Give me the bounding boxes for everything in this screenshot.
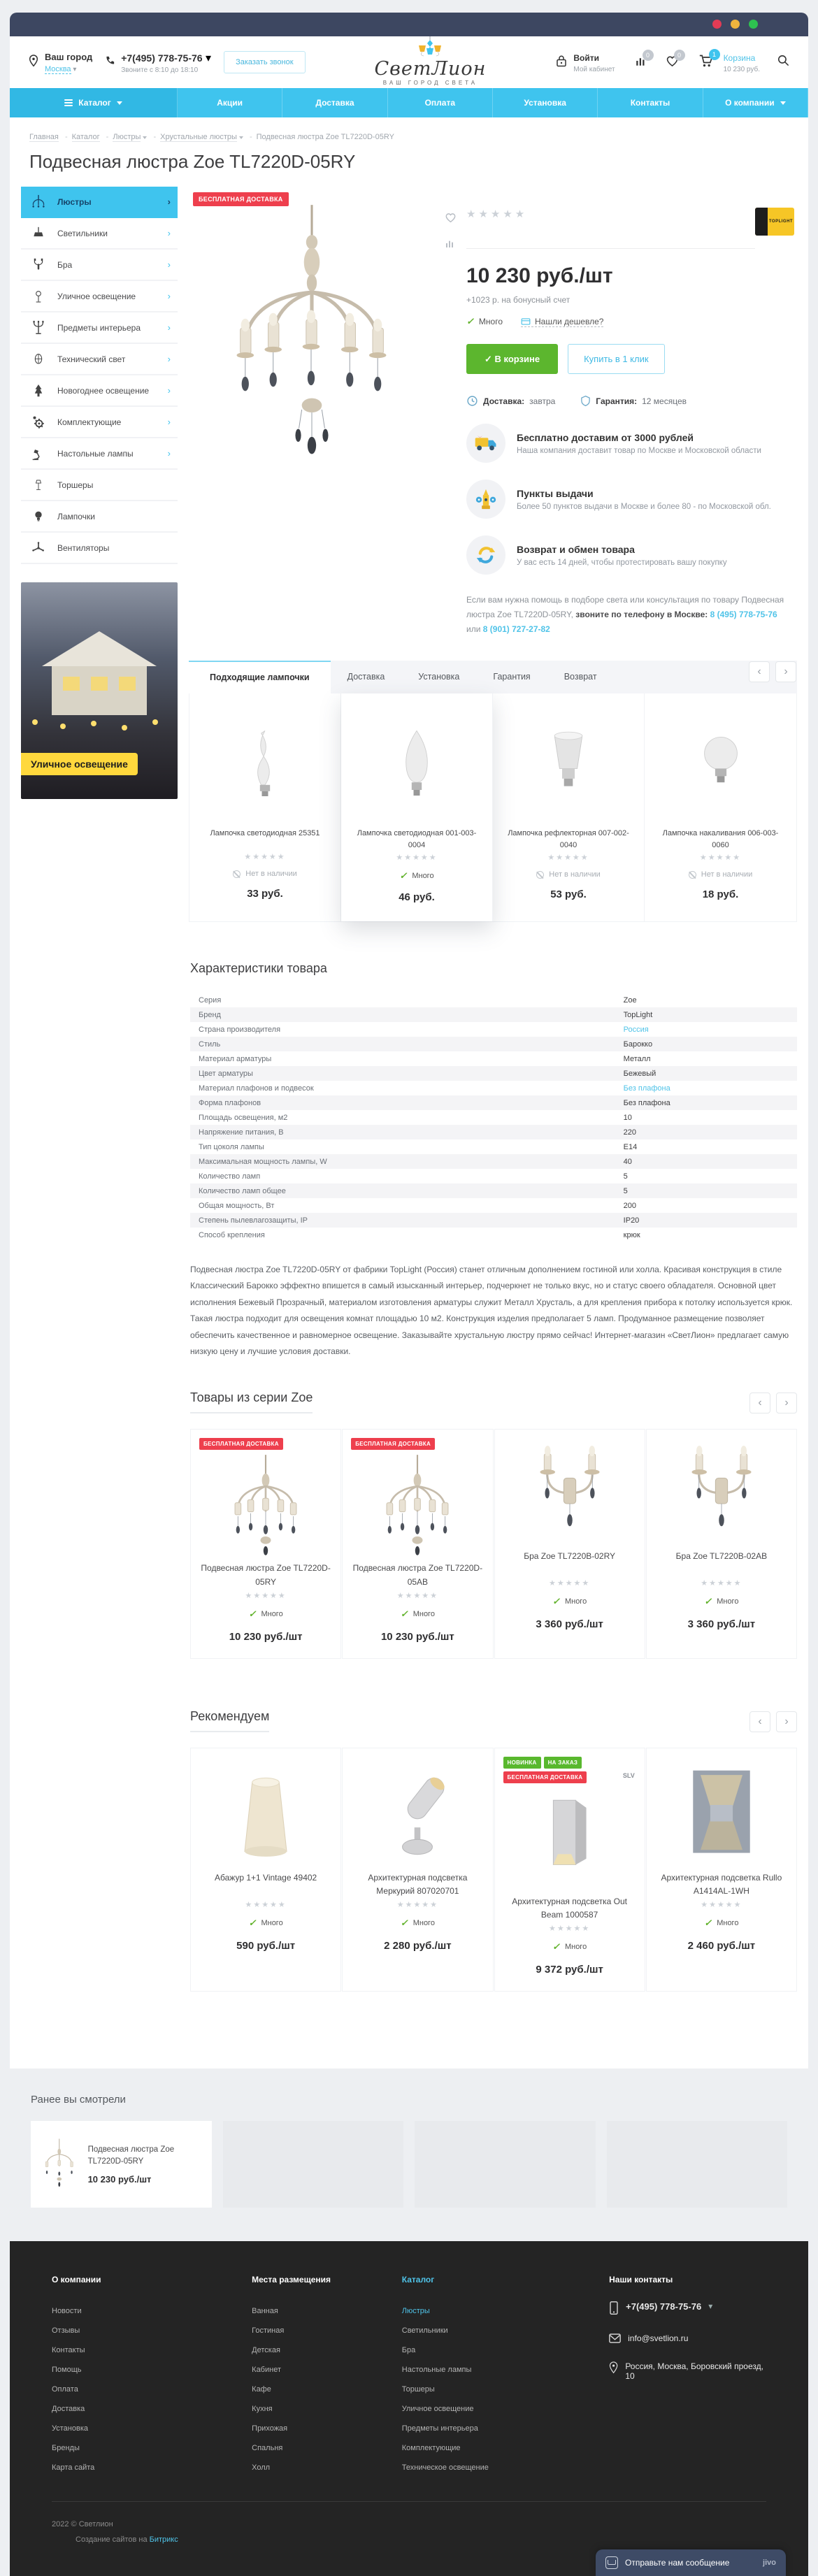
help-phone-2[interactable]: 8 (901) 727-27-82 bbox=[482, 624, 550, 634]
carousel-prev-button[interactable]: ‹ bbox=[749, 1711, 770, 1732]
footer-link[interactable]: Помощь bbox=[52, 2366, 82, 2375]
empty-slot bbox=[607, 2121, 788, 2208]
spotlight-icon bbox=[28, 352, 49, 367]
search-icon bbox=[777, 54, 790, 71]
sidebar-item-components[interactable]: Комплектующие › bbox=[21, 407, 178, 438]
gear-icon bbox=[28, 415, 49, 430]
bulb-name: Лампочка накаливания 006-003-0060 bbox=[662, 829, 779, 849]
viewed-product-thumbnail bbox=[39, 2129, 80, 2199]
window-zoom-button[interactable] bbox=[749, 20, 758, 29]
product-card[interactable]: БЕСПЛАТНАЯ ДОСТАВКА Подвесная люстра Zoe TL7220D-05AB ✓ Много 10 230 руб./шт bbox=[342, 1429, 493, 1658]
sidebar-item-sconces[interactable]: Бра › bbox=[21, 250, 178, 281]
footer-link[interactable]: Бра bbox=[401, 2346, 416, 2355]
tab[interactable]: Подходящие лампочки bbox=[189, 661, 331, 693]
product-card-price: 590 руб./шт bbox=[236, 1939, 296, 1952]
spec-row: Площадь освещения, м2 10 bbox=[199, 1113, 632, 1122]
bitrix-link[interactable]: Битрикс bbox=[149, 2535, 178, 2545]
street-lighting-banner[interactable] bbox=[21, 582, 178, 799]
nav-item-label: Установка bbox=[524, 98, 566, 108]
favorite-icon[interactable] bbox=[445, 212, 457, 226]
spec-row: Количество ламп общее 5 bbox=[190, 1183, 797, 1198]
product-card-image bbox=[503, 1783, 636, 1895]
product-image[interactable] bbox=[189, 187, 435, 515]
clock-icon bbox=[466, 395, 478, 407]
footer-company-column: О компании Новости Отзывы Контакты Помощь Оплата Доставка Установка Бренды Карта сайта bbox=[52, 2275, 252, 2477]
series-title: Товары из серии Zoe bbox=[190, 1390, 313, 1413]
product-card[interactable] bbox=[646, 1748, 797, 1992]
cart-button[interactable] bbox=[698, 52, 760, 73]
in-cart-button[interactable]: ✓ В корзине bbox=[466, 344, 558, 374]
site-footer: О компании Новости Отзывы Контакты Помощь Оплата Доставка Установка Бренды Карта сайта Места размещения Ванная Гостиная Детская Кабинет Кафе Кухня Прихожая Спальня Холл Каталог Люстры Светильники Бра Настольные лампы Торшеры Уличное освещение Предметы интерьера Комплектующие Техническое освещение Наши контакты +7(495) 778-75-76 ▾ info@svetlion.ru Россия, Москва, Боровский проезд, 10 2022 © Светлион Создание сайтов на Битрикс Отправьте нам сообщение jivo bbox=[10, 2241, 808, 2576]
help-text: Если вам нужна помощь в подборе света или консультация по товару Подвесная люстра Zoe TL7220D-05RY, звоните по телефону в Москве: 8 (495) 778-75-76 или 8 (901) 727-27-82 bbox=[466, 595, 784, 634]
stock-status: ✓ Много bbox=[351, 870, 482, 882]
specs-section bbox=[10, 961, 808, 1360]
warranty-value: 12 месяцев bbox=[642, 396, 687, 406]
info-free-delivery: Бесплатно доставим от 3000 рублей Наша компания доставит товар по Москве и Московской области bbox=[466, 424, 794, 463]
product-card-image bbox=[503, 1438, 636, 1550]
product-card-name: Подвесная люстра Zoe TL7220D-05AB bbox=[352, 1563, 483, 1587]
nav-item[interactable] bbox=[703, 88, 808, 117]
banner-house-image bbox=[21, 610, 178, 736]
sidebar-item-newyear[interactable]: Новогоднее освещение › bbox=[21, 375, 178, 407]
search-button[interactable] bbox=[777, 54, 790, 71]
footer-link[interactable]: Отзывы bbox=[52, 2326, 80, 2336]
spec-row: Стиль Барокко bbox=[190, 1037, 797, 1051]
city-label: Ваш город bbox=[45, 52, 93, 62]
breadcrumb-item[interactable]: - Каталог bbox=[61, 133, 100, 141]
footer-link[interactable]: Ванная bbox=[252, 2307, 278, 2316]
product-card-image bbox=[655, 1760, 788, 1871]
info-pickup-points: Пункты выдачи Более 50 пунктов выдачи в Москве и более 80 - по Московской обл. bbox=[466, 480, 794, 519]
bulb-price: 33 руб. bbox=[247, 888, 283, 900]
spec-row: Цвет арматуры Бежевый bbox=[190, 1066, 797, 1081]
footer-link[interactable]: Установка bbox=[52, 2424, 88, 2433]
footer-catalog-column: Каталог Люстры Светильники Бра Настольные лампы Торшеры Уличное освещение Предметы интерьера Комплектующие Техническое освещение bbox=[402, 2275, 609, 2477]
free-shipping-badge: БЕСПЛАТНАЯ ДОСТАВКА bbox=[193, 192, 289, 206]
product-price: 10 230 руб./шт bbox=[466, 264, 613, 287]
city-selector[interactable]: Ваш город Москва ▾ bbox=[28, 51, 92, 73]
nav-item[interactable] bbox=[282, 88, 387, 117]
footer-link[interactable]: Кабинет bbox=[252, 2366, 281, 2375]
candelabra-icon bbox=[28, 320, 49, 336]
compare-count-badge: 0 bbox=[643, 50, 654, 61]
footer-link[interactable]: Карта сайта bbox=[52, 2463, 95, 2473]
sconce-icon bbox=[28, 258, 49, 272]
nav-item[interactable] bbox=[388, 88, 493, 117]
bulb-name: Лампочка светодиодная 25351 bbox=[210, 829, 320, 837]
phone-hours: Звоните с 8:10 до 18:10 bbox=[121, 66, 199, 74]
recommended-title: Рекомендуем bbox=[190, 1709, 269, 1732]
street-lamp-icon bbox=[28, 289, 49, 304]
delivery-value: завтра bbox=[529, 396, 556, 406]
login-sublabel: Мой кабинет bbox=[573, 65, 615, 73]
login-label: Войти bbox=[573, 52, 600, 63]
stock-status: ✓ Много bbox=[655, 1917, 788, 1929]
banner-label: Уличное освещение bbox=[21, 753, 138, 775]
wallet-icon bbox=[521, 317, 531, 326]
bulb-price: 53 руб. bbox=[550, 888, 587, 900]
phone-number[interactable]: +7(495) 778-75-76 bbox=[121, 52, 203, 64]
bulb-image bbox=[503, 709, 634, 821]
chevron-down-icon bbox=[239, 136, 243, 139]
footer-link[interactable]: Бренды bbox=[52, 2444, 80, 2453]
footer-link[interactable]: Комплектующие bbox=[401, 2444, 461, 2453]
compare-icon[interactable] bbox=[445, 238, 457, 252]
breadcrumb-item[interactable]: Главная bbox=[29, 133, 59, 141]
envelope-icon bbox=[609, 2333, 621, 2343]
logo-subtitle: ВАШ ГОРОД СВЕТА bbox=[382, 80, 478, 86]
sidebar-item-technical[interactable]: Технический свет › bbox=[21, 344, 178, 375]
spec-row: Страна производителя Россия bbox=[199, 1025, 649, 1034]
nav-item[interactable] bbox=[178, 88, 282, 117]
recommended-section bbox=[10, 1709, 808, 1992]
cart-label: Корзина bbox=[723, 52, 756, 63]
favorites-button[interactable] bbox=[666, 51, 682, 71]
footer-phone[interactable]: +7(495) 778-75-76 ▾ bbox=[609, 2301, 766, 2315]
viewed-product-card[interactable] bbox=[31, 2121, 212, 2208]
breadcrumb bbox=[10, 117, 808, 144]
footer-link[interactable]: Новости bbox=[52, 2307, 82, 2316]
breadcrumb-item[interactable]: - Люстры bbox=[102, 133, 148, 141]
empty-slot bbox=[223, 2121, 404, 2208]
location-pin-icon bbox=[28, 54, 39, 71]
product-card-image bbox=[199, 1450, 332, 1562]
product-chandelier-image bbox=[203, 201, 420, 501]
stock-status: ✓ Много bbox=[503, 1941, 636, 1952]
spec-row: Способ крепления крюк bbox=[199, 1230, 640, 1239]
footer-link[interactable]: Торшеры bbox=[401, 2385, 435, 2394]
footer-link[interactable]: Холл bbox=[252, 2463, 271, 2473]
bulb-image bbox=[351, 709, 482, 821]
product-card-name: Бра Zoe TL7220B-02AB bbox=[675, 1551, 768, 1562]
footer-places-column: Места размещения Ванная Гостиная Детская Кабинет Кафе Кухня Прихожая Спальня Холл bbox=[252, 2275, 402, 2477]
bulb-card[interactable] bbox=[493, 693, 645, 921]
product-card[interactable]: БЕСПЛАТНАЯ ДОСТАВКА Подвесная люстра Zoe TL7220D-05RY ✓ Много 10 230 руб./шт bbox=[190, 1429, 341, 1658]
tab[interactable]: Доставка bbox=[347, 672, 385, 682]
footer-link[interactable]: Прихожая bbox=[252, 2424, 288, 2433]
carousel-prev-button[interactable]: ‹ bbox=[749, 661, 770, 682]
spec-row: Материал арматуры Металл bbox=[199, 1054, 651, 1063]
product-card-name: Архитектурная подсветка Меркурий 807020701 bbox=[368, 1872, 468, 1896]
chandelier-icon bbox=[28, 194, 49, 210]
footer-link[interactable]: Предметы интерьера bbox=[401, 2424, 478, 2433]
product-card-price: 10 230 руб./шт bbox=[229, 1630, 303, 1643]
truck-icon bbox=[466, 424, 505, 463]
page-title: Подвесная люстра Zoe TL7220D-05RY bbox=[29, 151, 356, 172]
stock-status: Нет в наличии bbox=[199, 870, 331, 878]
spec-row: Тип цоколя лампы E14 bbox=[199, 1142, 638, 1151]
info-returns: Возврат и обмен товара У вас есть 14 дней, чтобы протестировать вашу покупку bbox=[466, 535, 794, 575]
nav-item[interactable] bbox=[10, 88, 178, 117]
breadcrumb-item[interactable]: - Хрустальные люстры bbox=[149, 133, 243, 141]
footer-link[interactable]: Техническое освещение bbox=[401, 2463, 489, 2473]
viewed-product-price: 10 230 руб./шт bbox=[87, 2174, 152, 2185]
footer-link[interactable]: Светильники bbox=[401, 2326, 448, 2336]
jivo-chat-button[interactable]: Отправьте нам сообщение jivo bbox=[596, 2549, 786, 2576]
sidebar-item-chandeliers[interactable]: Люстры › bbox=[21, 187, 178, 218]
stock-status: ✓ Много bbox=[199, 1609, 332, 1620]
spec-row: Напряжение питания, В 220 bbox=[190, 1125, 797, 1139]
stock-status: ✓ Много bbox=[351, 1609, 484, 1620]
chevron-down-icon bbox=[117, 101, 122, 105]
compare-button[interactable] bbox=[635, 51, 650, 71]
footer-email[interactable]: info@svetlion.ru bbox=[609, 2333, 766, 2343]
specs-title: Характеристики товара bbox=[190, 961, 327, 975]
stock-status: ✓ Много bbox=[655, 1596, 788, 1607]
recently-viewed-title: Ранее вы смотрели bbox=[31, 2094, 126, 2106]
sidebar-item-street[interactable]: Уличное освещение › bbox=[21, 281, 178, 312]
footer-link[interactable]: Кухня bbox=[252, 2405, 273, 2414]
nav-item-label: Доставка bbox=[315, 98, 354, 108]
product-card-price: 3 360 руб./шт bbox=[687, 1618, 756, 1631]
lock-icon bbox=[555, 54, 568, 71]
recently-viewed-section bbox=[10, 2068, 808, 2208]
burger-icon bbox=[64, 99, 73, 106]
spec-row: Форма плафонов Без плафона bbox=[190, 1095, 797, 1110]
spec-row: Общая мощность, Вт 200 bbox=[199, 1201, 637, 1210]
callback-button[interactable]: Заказать звонок bbox=[224, 51, 305, 73]
logo-title: СветЛион bbox=[374, 58, 487, 80]
tab[interactable]: Возврат bbox=[564, 672, 597, 682]
sidebar-item-bulbs[interactable]: Лампочки bbox=[21, 501, 178, 533]
catalog-sidebar bbox=[21, 187, 178, 922]
sidebar-item-floorlamps[interactable]: Торшеры bbox=[21, 470, 178, 501]
phone-icon bbox=[105, 55, 115, 69]
nav-item-label: Каталог bbox=[78, 98, 111, 108]
spec-row: Количество ламп 5 bbox=[199, 1172, 628, 1181]
nav-item-label: Контакты bbox=[630, 98, 670, 108]
stock-status: Нет в наличии bbox=[654, 870, 787, 879]
nav-item-label: Оплата bbox=[424, 98, 456, 108]
one-click-buy-button[interactable]: Купить в 1 клик bbox=[568, 344, 664, 374]
product-card[interactable] bbox=[190, 1748, 341, 1992]
product-card-name: Архитектурная подсветка Out Beam 1000587 bbox=[512, 1896, 627, 1920]
bulb-image bbox=[654, 709, 787, 821]
found-cheaper-link[interactable]: Нашли дешевле? bbox=[521, 317, 603, 327]
carousel-next-button[interactable]: › bbox=[775, 661, 796, 682]
stock-status: ✓ Много bbox=[503, 1596, 636, 1607]
chevron-down-icon bbox=[780, 101, 786, 105]
bulb-icon bbox=[28, 509, 49, 524]
window-minimize-button[interactable] bbox=[731, 20, 740, 29]
login-button[interactable] bbox=[555, 52, 615, 73]
footer-contacts-column: Наши контакты +7(495) 778-75-76 ▾ info@svetlion.ru Россия, Москва, Боровский проезд, 10 bbox=[609, 2275, 766, 2477]
window-titlebar bbox=[10, 13, 808, 36]
carousel-prev-button[interactable]: ‹ bbox=[749, 1393, 770, 1413]
product-tabs bbox=[189, 661, 797, 693]
product-card-price: 10 230 руб./шт bbox=[380, 1630, 454, 1643]
desk-lamp-icon bbox=[28, 447, 49, 461]
spec-row: Серия Zoe bbox=[199, 995, 637, 1005]
bonus-text: +1023 р. на бонусный счет bbox=[466, 295, 571, 305]
product-card-name: Бра Zoe TL7220B-02RY bbox=[524, 1551, 616, 1562]
rating-stars[interactable] bbox=[466, 208, 527, 220]
spec-row: Материал плафонов и подвесок Без плафона bbox=[199, 1084, 670, 1093]
return-arrows-icon bbox=[466, 535, 505, 575]
site-header bbox=[10, 36, 808, 88]
main-nav bbox=[10, 88, 808, 117]
carousel-next-button[interactable]: › bbox=[776, 1393, 797, 1413]
spec-row: Бренд TopLight bbox=[190, 1007, 797, 1022]
jivo-brand: jivo bbox=[763, 2559, 776, 2568]
shield-icon bbox=[580, 395, 591, 407]
product-card-price: 9 372 руб./шт bbox=[536, 1964, 603, 1976]
product-description: Подвесная люстра Zoe TL7220D-05RY от фабрики TopLight (Россия) станет отличным дополнением гостиной или холла. Красивая конструкция в стиле Классический Барокко эффектно впишется в самый изысканный интерьер, подчеркнет не только вкус, но и статус своего обладателя. Основной цвет исполнения Бежевый Прозрачный, материалом изготовления арматуры служит Металл Хрусталь, а для крепления прибора к потолку используется крюк. Такая люстра подходит для освещения комнат площадью 10 м2. Конструкция изделия предполагает 5 ламп. Продуманное размещение позволяет обеспечить качественное и равномерное освещение. Заказывайте хрустальную люстру прямо сейчас! Интернет-магазин «СветЛион» предлагает самую низкую цену и лучшие условия доставки. bbox=[190, 1265, 793, 1356]
bulb-name: Лампочка светодиодная 001-003-0004 bbox=[357, 829, 477, 849]
logo-chandelier-icon bbox=[411, 36, 449, 57]
footer-link[interactable]: Спальня bbox=[252, 2444, 283, 2453]
sidebar-item-lights[interactable]: Светильники › bbox=[21, 218, 178, 250]
message-icon bbox=[605, 2556, 618, 2569]
breadcrumb-item[interactable]: - Подвесная люстра Zoe TL7220D-05RY bbox=[245, 133, 394, 141]
stock-status: Нет в наличии bbox=[503, 870, 634, 879]
bulb-name: Лампочка рефлекторная 007-002-0040 bbox=[508, 829, 629, 849]
product-card-image bbox=[655, 1438, 788, 1550]
nav-item[interactable] bbox=[598, 88, 703, 117]
window-close-button[interactable] bbox=[712, 20, 722, 29]
floor-lamp-icon bbox=[28, 477, 49, 493]
fan-icon bbox=[28, 541, 49, 555]
kremlin-tower-icon bbox=[466, 480, 505, 519]
stock-status: ✓ Много bbox=[466, 316, 503, 327]
footer-link[interactable]: Оплата bbox=[52, 2385, 78, 2394]
product-card-name: Архитектурная подсветка Rullo A1414AL-1WH bbox=[661, 1872, 782, 1896]
empty-slot bbox=[415, 2121, 596, 2208]
tab[interactable]: Установка bbox=[418, 672, 460, 682]
footer-address: Россия, Москва, Боровский проезд, 10 bbox=[609, 2361, 766, 2381]
stock-status: ✓ Много bbox=[351, 1917, 484, 1929]
footer-link[interactable]: Люстры bbox=[401, 2307, 430, 2316]
footer-link[interactable]: Уличное освещение bbox=[401, 2405, 474, 2414]
sidebar-item-desklamps[interactable]: Настольные лампы › bbox=[21, 438, 178, 470]
map-pin-icon bbox=[609, 2361, 618, 2374]
product-card-name: Абажур 1+1 Vintage 49402 bbox=[215, 1872, 317, 1883]
product-card[interactable] bbox=[342, 1748, 493, 1992]
product-card-price: 2 280 руб./шт bbox=[384, 1940, 452, 1952]
product-card[interactable] bbox=[646, 1429, 797, 1658]
cart-total: 10 230 руб. bbox=[723, 65, 760, 73]
bulb-card[interactable] bbox=[645, 693, 796, 921]
footer-link[interactable]: Доставка bbox=[52, 2405, 85, 2414]
cart-count-badge: 1 bbox=[709, 49, 720, 60]
mobile-phone-icon bbox=[609, 2301, 619, 2315]
footer-copyright: 2022 © Светлион bbox=[52, 2520, 113, 2529]
bulb-card[interactable] bbox=[341, 693, 493, 921]
series-section bbox=[10, 1390, 808, 1658]
product-card-name: Подвесная люстра Zoe TL7220D-05RY bbox=[201, 1563, 331, 1587]
header-phone: +7(495) 778-75-76 ▾ Звоните с 8:10 до 18:10 bbox=[105, 51, 211, 74]
city-value[interactable]: Москва bbox=[45, 65, 71, 73]
footer-link[interactable]: Гостиная bbox=[252, 2326, 285, 2336]
christmas-tree-icon bbox=[28, 383, 49, 398]
nav-item-label: Акции bbox=[217, 98, 243, 108]
nav-item-label: О компании bbox=[725, 98, 775, 108]
product-card-price: 3 360 руб./шт bbox=[536, 1618, 603, 1631]
footer-link[interactable]: Настольные лампы bbox=[401, 2366, 472, 2375]
nav-item[interactable] bbox=[493, 88, 598, 117]
tab[interactable]: Гарантия bbox=[493, 672, 531, 682]
brand-logo[interactable]: TOPLIGHT bbox=[755, 208, 794, 236]
footer-link[interactable]: Контакты bbox=[52, 2346, 85, 2355]
footer-link[interactable]: Детская bbox=[252, 2346, 280, 2355]
product-card-price: 2 460 руб./шт bbox=[687, 1940, 756, 1952]
product-card[interactable] bbox=[494, 1429, 645, 1658]
help-phone-1[interactable]: 8 (495) 778-75-76 bbox=[710, 610, 777, 619]
spec-row: Максимальная мощность лампы, W 40 bbox=[190, 1154, 797, 1169]
favorites-count-badge: 0 bbox=[674, 50, 685, 61]
sidebar-item-fans[interactable]: Вентиляторы bbox=[21, 533, 178, 564]
sidebar-item-interior[interactable]: Предметы интерьера › bbox=[21, 312, 178, 344]
pendant-lamp-icon bbox=[28, 226, 49, 241]
viewed-product-name: Подвесная люстра Zoe TL7220D-05RY bbox=[87, 2145, 175, 2166]
specs-table bbox=[190, 993, 797, 1242]
chevron-down-icon bbox=[143, 136, 147, 139]
product-card-image bbox=[199, 1760, 332, 1871]
bulb-price: 46 руб. bbox=[399, 891, 435, 903]
product-card[interactable]: НОВИНКА НА ЗАКАЗ БЕСПЛАТНАЯ ДОСТАВКА SLV Архитектурная подсветка Out Beam 1000587 ✓ Много 9 372 руб./шт bbox=[494, 1748, 645, 1992]
product-card-image bbox=[351, 1760, 484, 1871]
bulb-image bbox=[199, 709, 331, 821]
bulb-price: 18 руб. bbox=[702, 888, 739, 900]
bulb-card[interactable] bbox=[189, 693, 341, 921]
stock-status: ✓ Много bbox=[199, 1917, 332, 1929]
product-card-image bbox=[351, 1450, 484, 1562]
page-body: Ваш город Москва ▾ +7(495) 778-75-76 ▾ Звоните с 8:10 до 18:10 Заказать звонок СветЛион ВАШ ГОРОД СВЕТА Войти Мой кабинет 0 0 1 Корзина 10 230 руб. Каталог Акции Доставка Оплата Установка Контакты О компании Главная - Каталог - Люстры - Хрустальные люстры - Подвесная люстра Zoe TL7220D-05RY Подвесная люстра Zoe TL7220D-05RY Люстры › Светильники › Бра › Уличное освещение › Предметы интерьера › Технический свет › Новогоднее освещение › Комплектующие › Настольные лампы › Торшеры Лампочки Вентиляторы Уличное освещение БЕСПЛАТНАЯ ДОСТАВКА TOPLIGHT 10 230 руб./шт +1023 р. на бонусный счет ✓ Много Нашли дешевле? ✓ В корзине Купить в 1 клик Доставка: завтра Гарантия: 12 месяцев Бесплатно доставим от 3000 рублей Наша компания доставит товар по Москве и Московской области Пункты выдачи Более 50 пунктов выдачи в Москве и более 80 - по Московской обл. Возврат и обмен товара У вас есть 14 дней, чтобы протестировать вашу покупку Если вам нужна помощь в подборе света или консультация по товару Подвесная люстра Zoe TL7220D-05RY, звоните по телефону в Москве: 8 (495) 778-75-76 или 8 (901) 727-27-82 Подходящие лампочки Доставка Установка Гарантия Возврат ‹ › Лампочка светодиодная 25351 Нет в наличии 33 руб. Лампочка светодиодная 001-003-0004 ✓ Много 46 руб. Лампочка рефлекторная 007-002-0040 Нет в наличии 53 руб. Лампочка накаливания 006-003-0060 Нет в наличии 18 руб. Характеристики товара Серия Zoe Бренд TopLight Страна производителя Россия Стиль Барокко Материал арматуры Металл Цвет арматуры Бежевый Материал плафонов и подвесок Без плафона Форма плафонов Без плафона Площадь освещения, м2 10 Напряжение питания, В 220 Тип цоколя лампы E14 Максимальная мощность лампы, W 40 Количество ламп 5 Количество ламп общее 5 Общая мощность, Вт 200 Степень пылевлагозащиты, IP IP20 Способ крепления крюк Подвесная люстра Zoe TL7220D-05RY от фабрики TopLight (Россия) станет отличным дополнением гостиной или холла. Красивая конструкция в стиле Классический Барокко эффектно впишется в самый изысканный интерьер, подчеркнет не только вкус, но и статус своего обладателя. Основной цвет исполнения Бежевый Прозрачный, материалом изготовления арматуры служит Металл Хрусталь, а для крепления прибора к потолку используется крюк. Такая люстра подходит для освещения комнат площадью 10 м2. Конструкция изделия предполагает 5 ламп. Продуманное размещение позволяет обеспечить качественное и равномерное освещение. Заказывайте хрустальную люстру прямо сейчас! Интернет-магазин «СветЛион» предлагает самую низкую цену и лучшие условия доставки. Товары из серии Zoe ‹ › БЕСПЛАТНАЯ ДОСТАВКА Подвесная люстра Zoe TL7220D-05RY ✓ Много 10 230 руб./шт БЕСПЛАТНАЯ ДОСТАВКА Подвесная люстра Zoe TL7220D-05AB ✓ Много 10 230 руб./шт Бра Zoe TL7220B-02RY ✓ Много 3 360 руб./шт Бра Zoe TL7220B-02AB ✓ Много 3 360 руб./шт Рекомендуем ‹ › Абажур 1+1 Vintage 49402 ✓ Много 590 руб./шт Архитектурная подсветка Меркурий 807020701 ✓ Много 2 280 руб./шт НОВИНКА НА ЗАКАЗ БЕСПЛАТНАЯ ДОСТАВКА SLV Архитектурная подсветка Out Beam 1000587 ✓ Много 9 372 руб./шт Архитектурная подсветка Rullo A1414AL-1WH ✓ Много 2 460 руб./шт bbox=[10, 36, 808, 2068]
site-logo[interactable] bbox=[375, 36, 487, 86]
carousel-next-button[interactable]: › bbox=[776, 1711, 797, 1732]
spec-row: Степень пылевлагозащиты, IP IP20 bbox=[190, 1213, 797, 1228]
footer-link[interactable]: Кафе bbox=[252, 2385, 271, 2394]
